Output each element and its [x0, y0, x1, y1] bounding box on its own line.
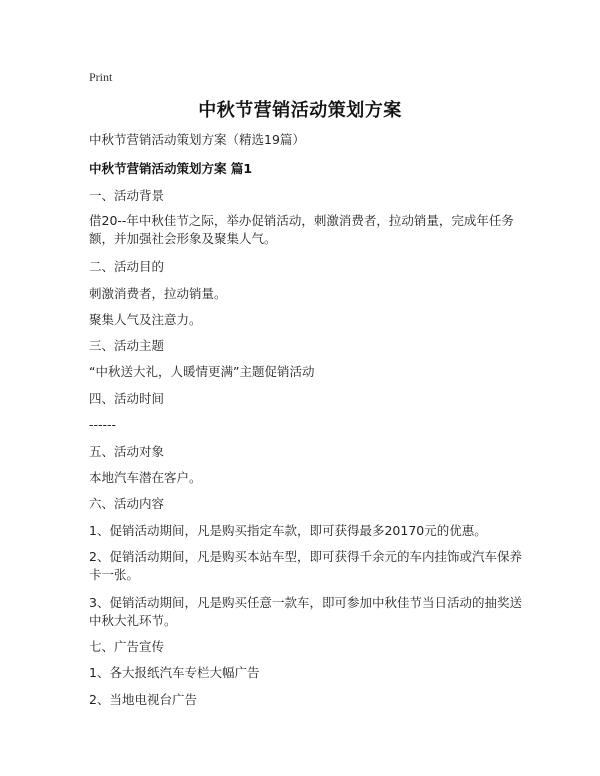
paragraph-content-2: 2、促销活动期间，凡是购买本站车型，即可获得千余元的车内挂饰或汽车保养卡一张。 — [89, 549, 522, 582]
heading-content: 六、活动内容 — [89, 496, 165, 511]
document-subtitle: 中秋节营销活动策划方案（精选19篇） — [89, 132, 305, 147]
heading-background: 一、活动背景 — [89, 188, 165, 203]
paragraph-time: ------ — [89, 417, 117, 432]
paragraph-purpose-2: 聚集人气及注意力。 — [89, 312, 202, 327]
print-link[interactable]: Print — [89, 70, 113, 84]
paragraph-theme: “中秋送大礼，人暖情更满”主题促销活动 — [89, 364, 315, 379]
heading-purpose: 二、活动目的 — [89, 259, 165, 274]
paragraph-content-1: 1、促销活动期间，凡是购买指定车款，即可获得最多20170元的优惠。 — [89, 523, 487, 538]
paragraph-content-3: 3、促销活动期间，凡是购买任意一款车，即可参加中秋佳节当日活动的抽奖送中秋大礼环节。 — [89, 595, 522, 628]
heading-advertising: 七、广告宣传 — [89, 639, 165, 654]
heading-audience: 五、活动对象 — [89, 444, 165, 459]
paragraph-purpose-1: 刺激消费者，拉动销量。 — [89, 286, 227, 301]
paragraph-advertising-1: 1、各大报纸汽车专栏大幅广告 — [89, 665, 260, 680]
paragraph-audience: 本地汽车潜在客户。 — [89, 470, 202, 485]
heading-time: 四、活动时间 — [89, 391, 165, 406]
paragraph-background: 借20--年中秋佳节之际，举办促销活动，刺激消费者，拉动销量，完成年任务额，并加强社会形象及聚集人气。 — [89, 213, 514, 246]
heading-theme: 三、活动主题 — [89, 338, 165, 353]
paragraph-advertising-2: 2、当地电视台广告 — [89, 692, 197, 707]
section-title: 中秋节营销活动策划方案 篇1 — [89, 161, 253, 176]
document-title: 中秋节营销活动策划方案 — [198, 100, 402, 121]
